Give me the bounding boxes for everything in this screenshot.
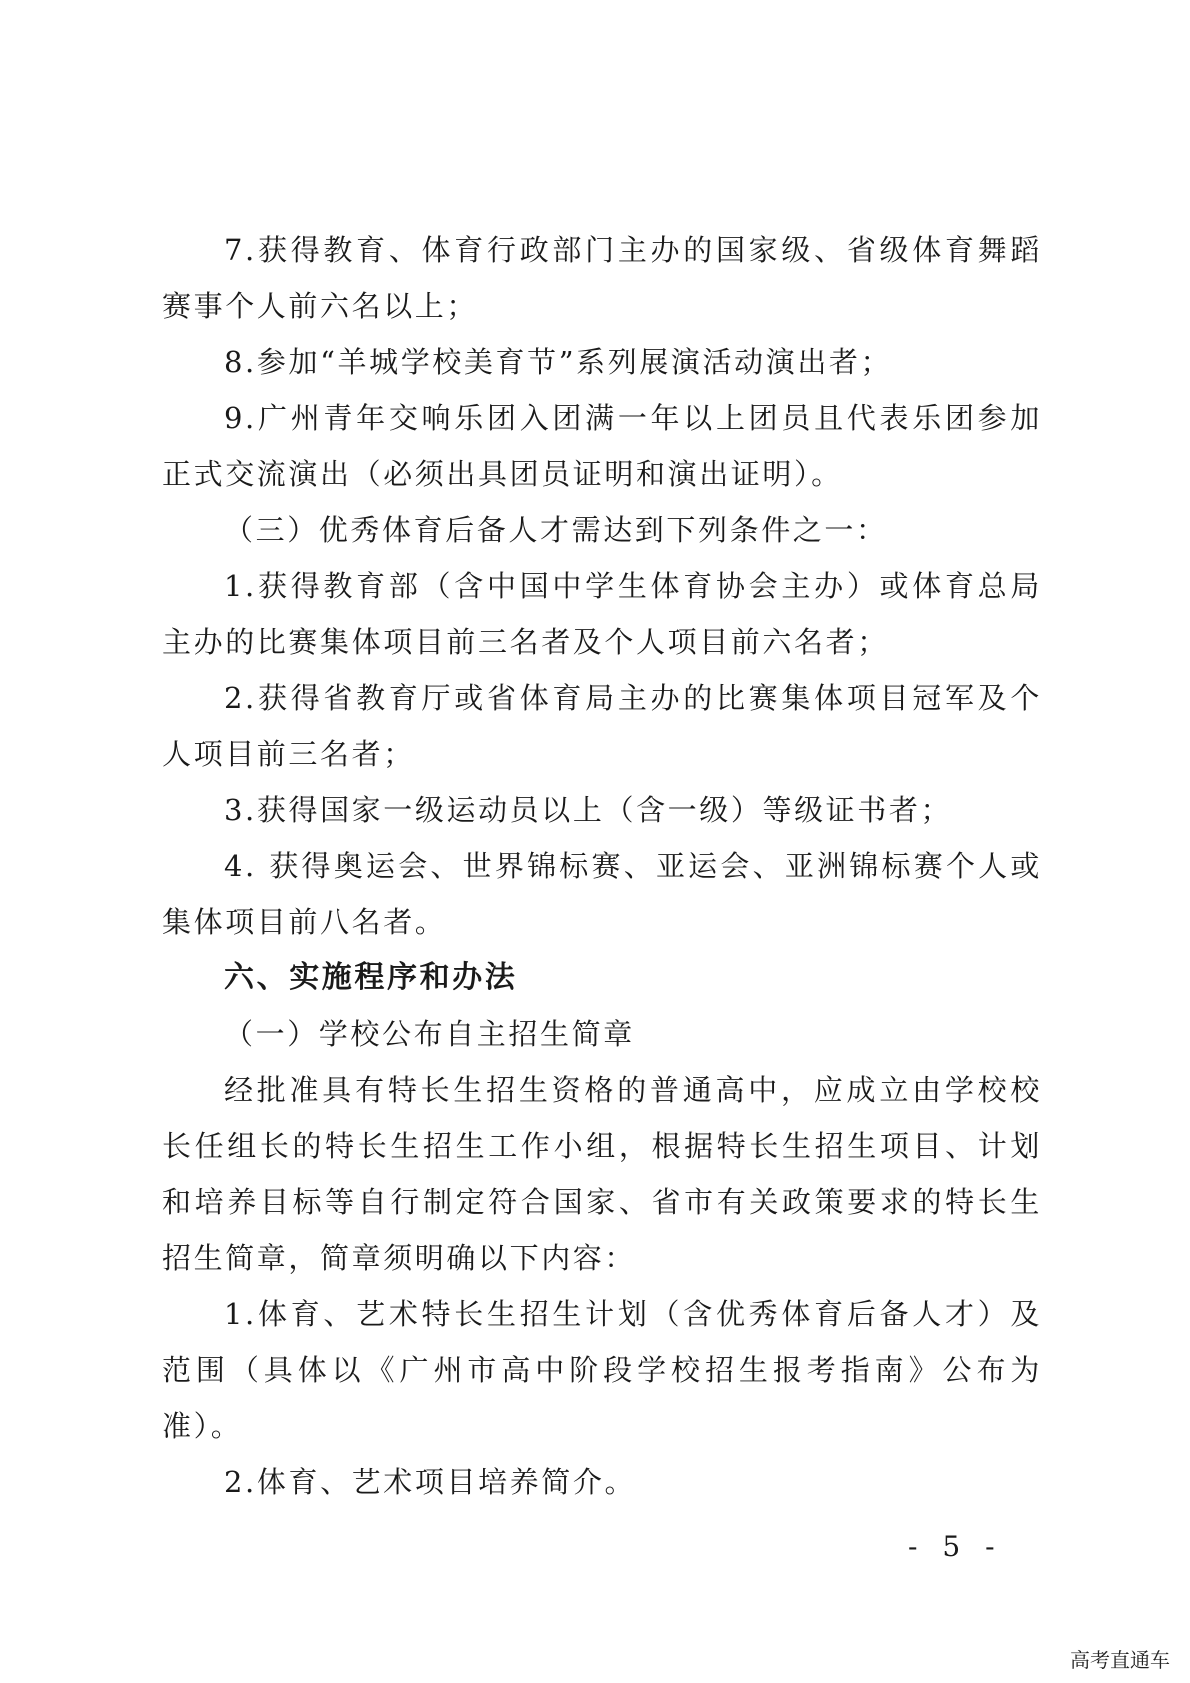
subsection-heading-1: （一）学校公布自主招生简章	[224, 1017, 635, 1051]
page-number: - 5 -	[908, 1530, 1003, 1563]
condition-item-3: 3.获得国家一级运动员以上（含一级）等级证书者；	[224, 793, 953, 827]
content-item-1: 1.体育、艺术特长生招生计划（含优秀体育后备人才）及范围（具体以《广州市高中阶段学校招生报考指南》公布为准）。	[162, 1297, 1042, 1443]
document-body	[162, 222, 1042, 1510]
subsection-heading-3: （三）优秀体育后备人才需达到下列条件之一：	[224, 513, 888, 547]
body-paragraph: 经批准具有特长生招生资格的普通高中，应成立由学校校长任组长的特长生招生工作小组，根据特长生招生项目、计划和培养目标等自行制定符合国家、省市有关政策要求的特长生招生简章，简章须明确以下内容：	[162, 1073, 1042, 1275]
condition-item-2: 2.获得省教育厅或省体育局主办的比赛集体项目冠军及个人项目前三名者；	[162, 681, 1042, 771]
content-item-2: 2.体育、艺术项目培养简介。	[224, 1465, 637, 1499]
condition-item-4: 4. 获得奥运会、世界锦标赛、亚运会、亚洲锦标赛个人或集体项目前八名者。	[162, 849, 1042, 939]
condition-item-1: 1.获得教育部（含中国中学生体育协会主办）或体育总局主办的比赛集体项目前三名者及个人项目前六名者；	[162, 569, 1042, 659]
section-heading-6: 六、实施程序和办法	[224, 960, 518, 995]
paragraph-item-7: 7.获得教育、体育行政部门主办的国家级、省级体育舞蹈赛事个人前六名以上；	[162, 233, 1042, 323]
watermark-text: 高考直通车	[1070, 1648, 1170, 1672]
paragraph-item-8: 8.参加“羊城学校美育节”系列展演活动演出者；	[224, 345, 893, 379]
paragraph-item-9: 9.广州青年交响乐团入团满一年以上团员且代表乐团参加正式交流演出（必须出具团员证明和演出证明）。	[162, 401, 1042, 491]
